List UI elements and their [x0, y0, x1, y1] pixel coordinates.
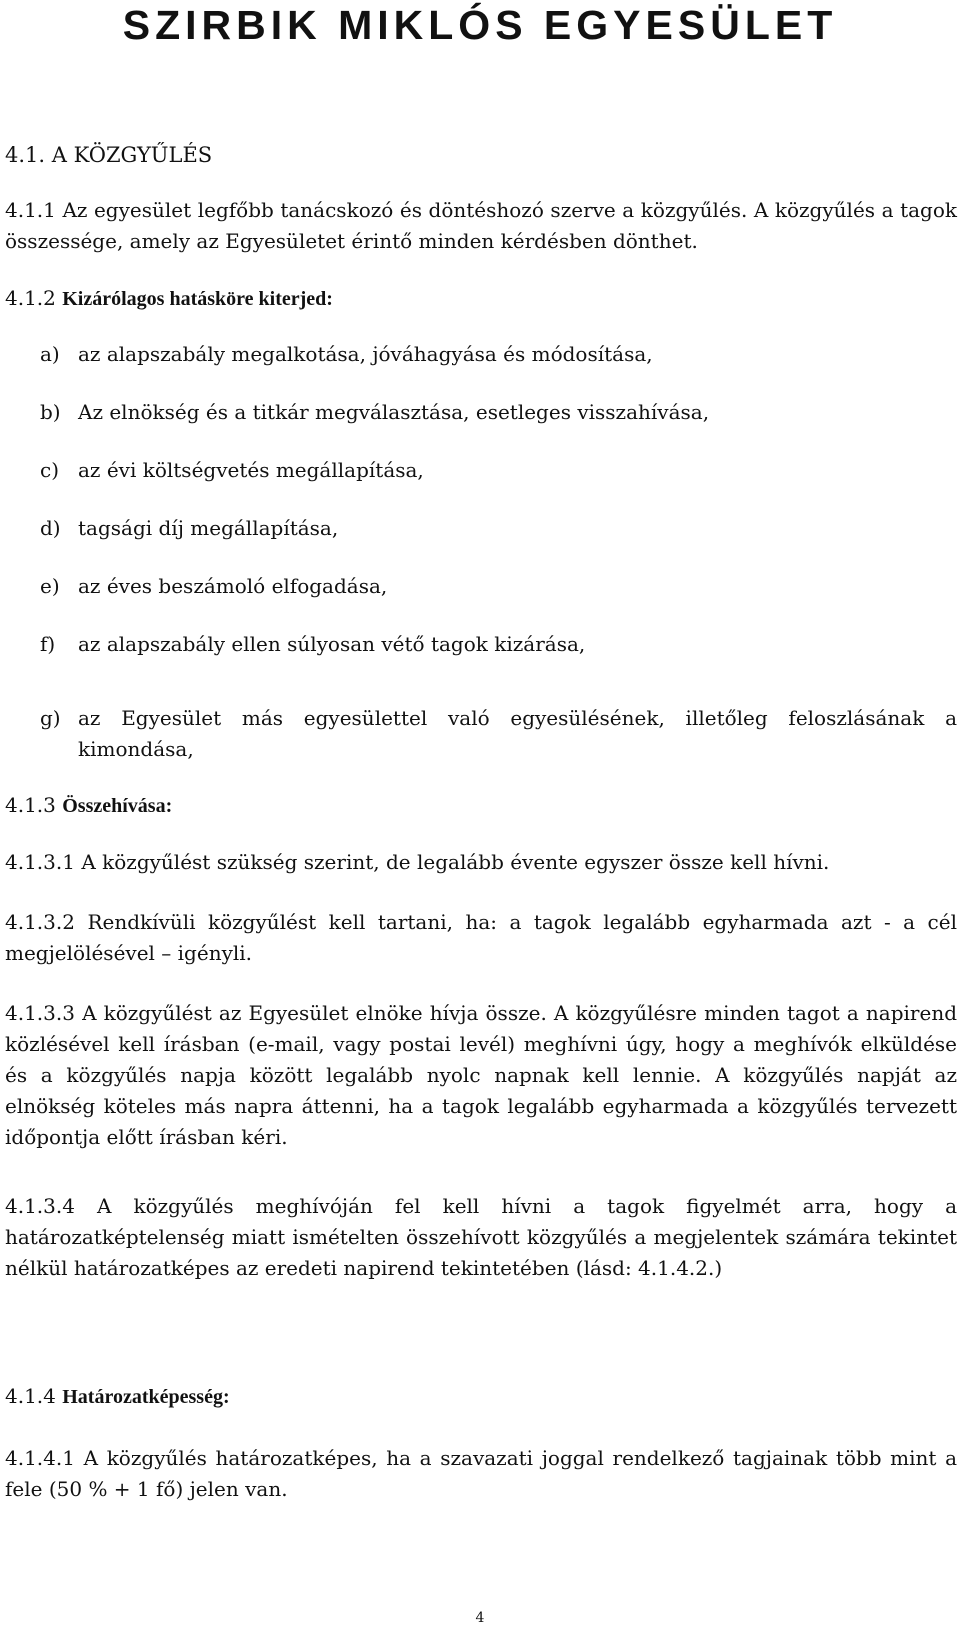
paragraph-4-1-3-4: 4.1.3.4 A közgyűlés meghívóján fel kell hívni a tagok figyelmét arra, hogy a határozatképtelenség miatt ismételten összehívott közgyűlés a megjelentek számára tekintet nélkül határozatképes az eredeti napirend tekintetében (lásd: 4.1.4.2.) — [5, 1194, 957, 1280]
subheading-4-1-2 — [5, 283, 957, 315]
subheading-4-1-3 — [5, 790, 957, 822]
subheading-number: 4.1.3 — [5, 793, 56, 817]
list-item-text: tagsági díj megállapítása, — [78, 516, 339, 540]
paragraph-4-1-3-1: 4.1.3.1 A közgyűlést szükség szerint, de legalább évente egyszer össze kell hívni. — [5, 850, 830, 874]
subheading-title: Határozatképesség: — [62, 1386, 230, 1408]
subheading-title: Összehívása: — [62, 795, 173, 817]
list-item — [40, 703, 957, 765]
list-item-label: e) — [40, 574, 60, 598]
list-item — [40, 571, 957, 602]
list-item-label: c) — [40, 458, 60, 482]
list-item — [40, 513, 957, 544]
list-item-label: b) — [40, 400, 61, 424]
list-item — [40, 339, 957, 370]
section-title: A KÖZGYŰLÉS — [51, 143, 213, 167]
section-number: 4.1. — [5, 143, 46, 167]
paragraph-4-1-1: 4.1.1 Az egyesület legfőbb tanácskozó és döntéshozó szerve a közgyűlés. A közgyűlés a tagok összessége, amely az Egyesületet érintő minden kérdésben dönthet. — [5, 198, 957, 253]
list-item-text: Az elnökség és a titkár megválasztása, esetleges visszahívása, — [78, 400, 710, 424]
list-item-text: az alapszabály ellen súlyosan vétő tagok kizárása, — [78, 632, 586, 656]
subheading-4-1-4 — [5, 1381, 957, 1413]
paragraph-4-1-3-3: 4.1.3.3 A közgyűlést az Egyesület elnöke hívja össze. A közgyűlésre minden tagot a napirend közlésével kell írásban (e-mail, vagy postai levél) meghívni úgy, hogy a meghívók elküldése és a közgyűlés napja között legalább nyolc napnak kell lennie. A közgyűlés napját az elnökség köteles más napra áttenni, ha a tagok legalább egyharmada a közgyűlés tervezett időpontja előtt írásban kéri. — [5, 1001, 957, 1149]
list-item-text: az éves beszámoló elfogadása, — [78, 574, 388, 598]
list-item — [40, 629, 957, 660]
list-item-label: d) — [40, 516, 61, 540]
list-item-label: g) — [40, 706, 61, 730]
list-item-text: az Egyesület más egyesülettel való egyesülésének, illetőleg feloszlásának a kimondása, — [78, 706, 957, 761]
paragraph-4-1-4-1: 4.1.4.1 A közgyűlés határozatképes, ha a szavazati joggal rendelkező tagjainak több mint a fele (50 % + 1 fő) jelen van. — [5, 1446, 957, 1501]
list-item-label: f) — [40, 632, 56, 656]
list-item-label: a) — [40, 342, 60, 366]
list-item-text: az alapszabály megalkotása, jóváhagyása és módosítása, — [78, 342, 653, 366]
section-heading — [5, 140, 957, 171]
subheading-title: Kizárólagos hatásköre kiterjed: — [62, 288, 333, 310]
list-item — [40, 455, 957, 486]
subheading-number: 4.1.2 — [5, 286, 56, 310]
subheading-number: 4.1.4 — [5, 1384, 56, 1408]
list-item-text: az évi költségvetés megállapítása, — [78, 458, 424, 482]
page-number: 4 — [475, 1610, 485, 1626]
paragraph-4-1-3-2: 4.1.3.2 Rendkívüli közgyűlést kell tartani, ha: a tagok legalább egyharmada azt - a cél megjelölésével – igényli. — [5, 910, 957, 965]
list-item — [40, 397, 957, 428]
page-header-title: SZIRBIK MIKLÓS EGYESÜLET — [122, 2, 838, 48]
